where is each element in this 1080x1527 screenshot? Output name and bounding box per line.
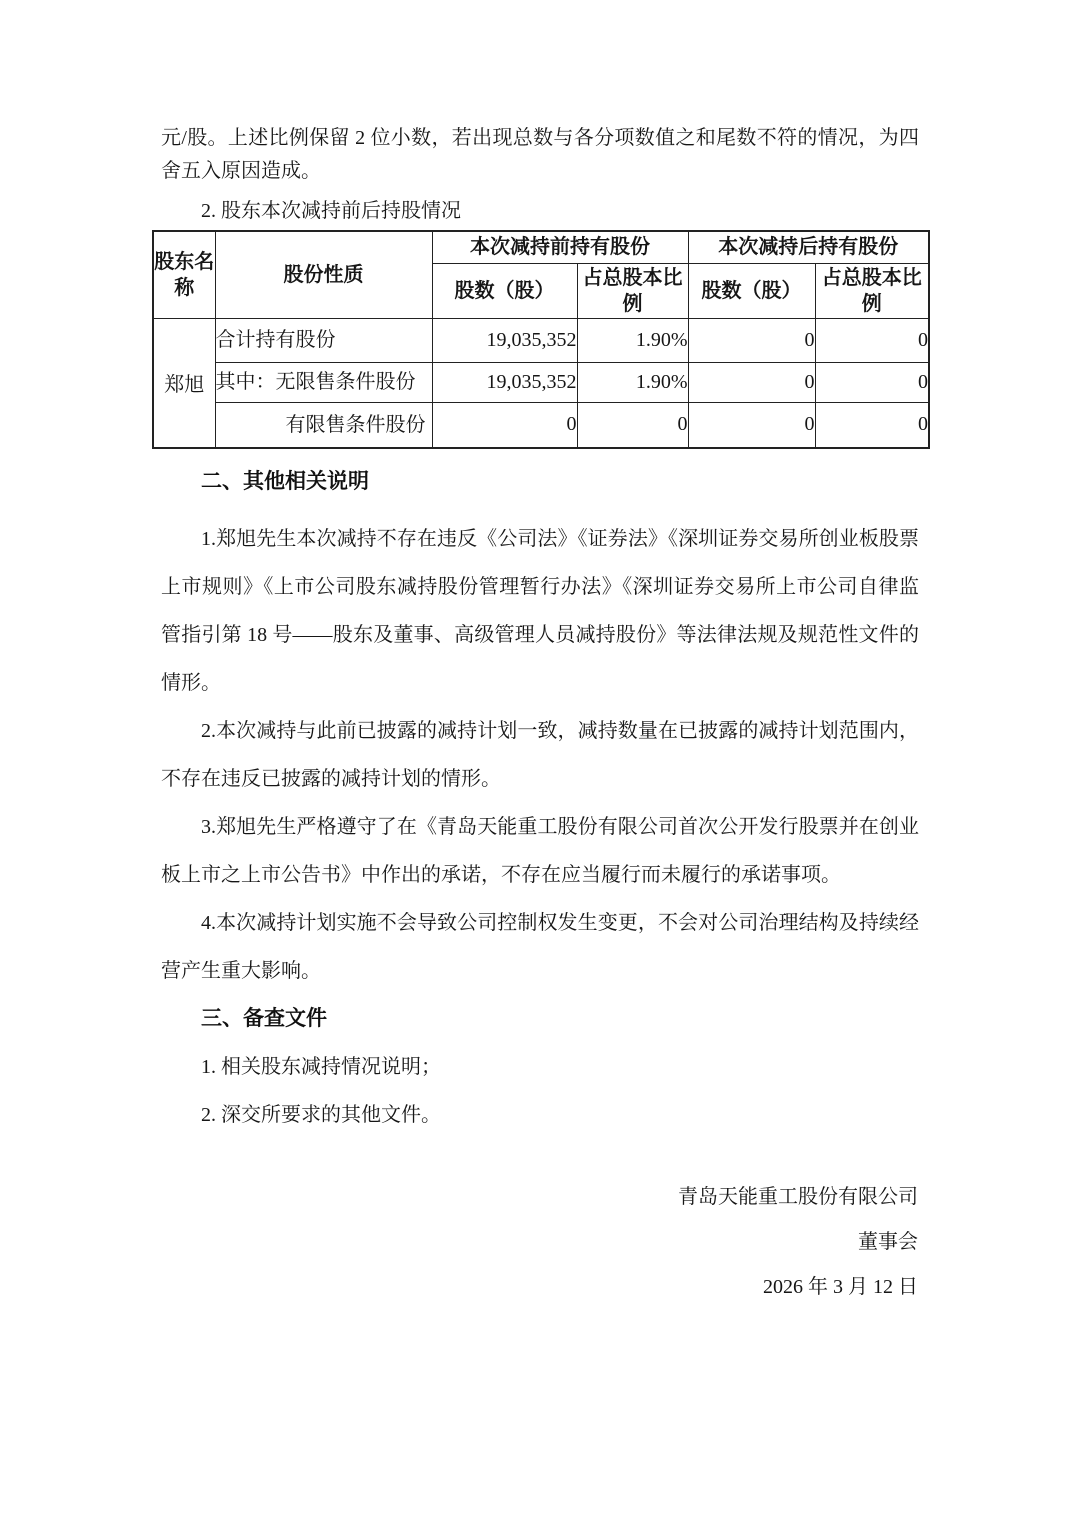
signature-board: 董事会	[858, 1231, 918, 1253]
section-three-heading: 三、备查文件	[201, 1007, 327, 1030]
section-two-paragraph-3: 3.郑旭先生严格遵守了在《青岛天能重工股份有限公司首次公开发行股票并在创业板上市之上市公告书》中作出的承诺，不存在应当履行而未履行的承诺事项。	[161, 816, 919, 886]
cell-share-nature: 其中：无限售条件股份	[215, 362, 432, 402]
header-shareholder-name: 股东名称	[153, 231, 215, 318]
reference-doc-item-2: 2. 深交所要求的其他文件。	[201, 1104, 441, 1126]
holdings-table	[152, 230, 930, 449]
table-row	[153, 318, 929, 362]
cell-share-nature: 有限售条件股份	[215, 402, 432, 448]
section-two-paragraph-4: 4.本次减持计划实施不会导致公司控制权发生变更，不会对公司治理结构及持续经营产生重大影响。	[161, 912, 919, 982]
table-header-group-row	[153, 231, 929, 263]
header-before-share-count: 股数（股）	[432, 263, 577, 318]
table-section-title: 2. 股东本次减持前后持股情况	[201, 200, 461, 222]
cell-shareholder-name: 郑旭	[153, 318, 215, 448]
header-share-nature: 股份性质	[215, 231, 432, 318]
cell-after-ratio: 0	[815, 402, 929, 448]
section-two-paragraph-1: 1.郑旭先生本次减持不存在违反《公司法》《证券法》《深圳证券交易所创业板股票上市规则》《上市公司股东减持股份管理暂行办法》《深圳证券交易所上市公司自律监管指引第 18 号——股东及董事、高级管理人员减持股份》等法律法规及规范性文件的情形。	[161, 528, 919, 694]
cell-before-shares: 0	[432, 402, 577, 448]
cell-before-ratio: 1.90%	[577, 362, 688, 402]
cell-after-shares: 0	[688, 402, 815, 448]
cell-share-nature: 合计持有股份	[215, 318, 432, 362]
header-after-ratio: 占总股本比例	[815, 263, 929, 318]
header-before-ratio: 占总股本比例	[577, 263, 688, 318]
cell-after-shares: 0	[688, 362, 815, 402]
cell-before-ratio: 0	[577, 402, 688, 448]
continuation-paragraph: 元/股。上述比例保留 2 位小数，若出现总数与各分项数值之和尾数不符的情况，为四舍五入原因造成。	[161, 127, 919, 182]
reference-doc-item-1: 1. 相关股东减持情况说明；	[201, 1056, 441, 1078]
cell-before-ratio: 1.90%	[577, 318, 688, 362]
section-two-paragraph-2: 2.本次减持与此前已披露的减持计划一致，减持数量在已披露的减持计划范围内，不存在违反已披露的减持计划的情形。	[161, 720, 919, 790]
signature-date: 2026 年 3 月 12 日	[763, 1276, 918, 1298]
cell-after-shares: 0	[688, 318, 815, 362]
signature-company: 青岛天能重工股份有限公司	[678, 1186, 918, 1208]
header-after-share-count: 股数（股）	[688, 263, 815, 318]
cell-before-shares: 19,035,352	[432, 362, 577, 402]
cell-after-ratio: 0	[815, 318, 929, 362]
header-before-group: 本次减持前持有股份	[432, 231, 688, 263]
header-after-group: 本次减持后持有股份	[688, 231, 929, 263]
section-two-heading: 二、其他相关说明	[201, 470, 369, 493]
table-row	[153, 402, 929, 448]
table-row	[153, 362, 929, 402]
cell-before-shares: 19,035,352	[432, 318, 577, 362]
cell-after-ratio: 0	[815, 362, 929, 402]
signature-block	[152, 1175, 928, 1310]
document-content	[152, 0, 928, 1310]
